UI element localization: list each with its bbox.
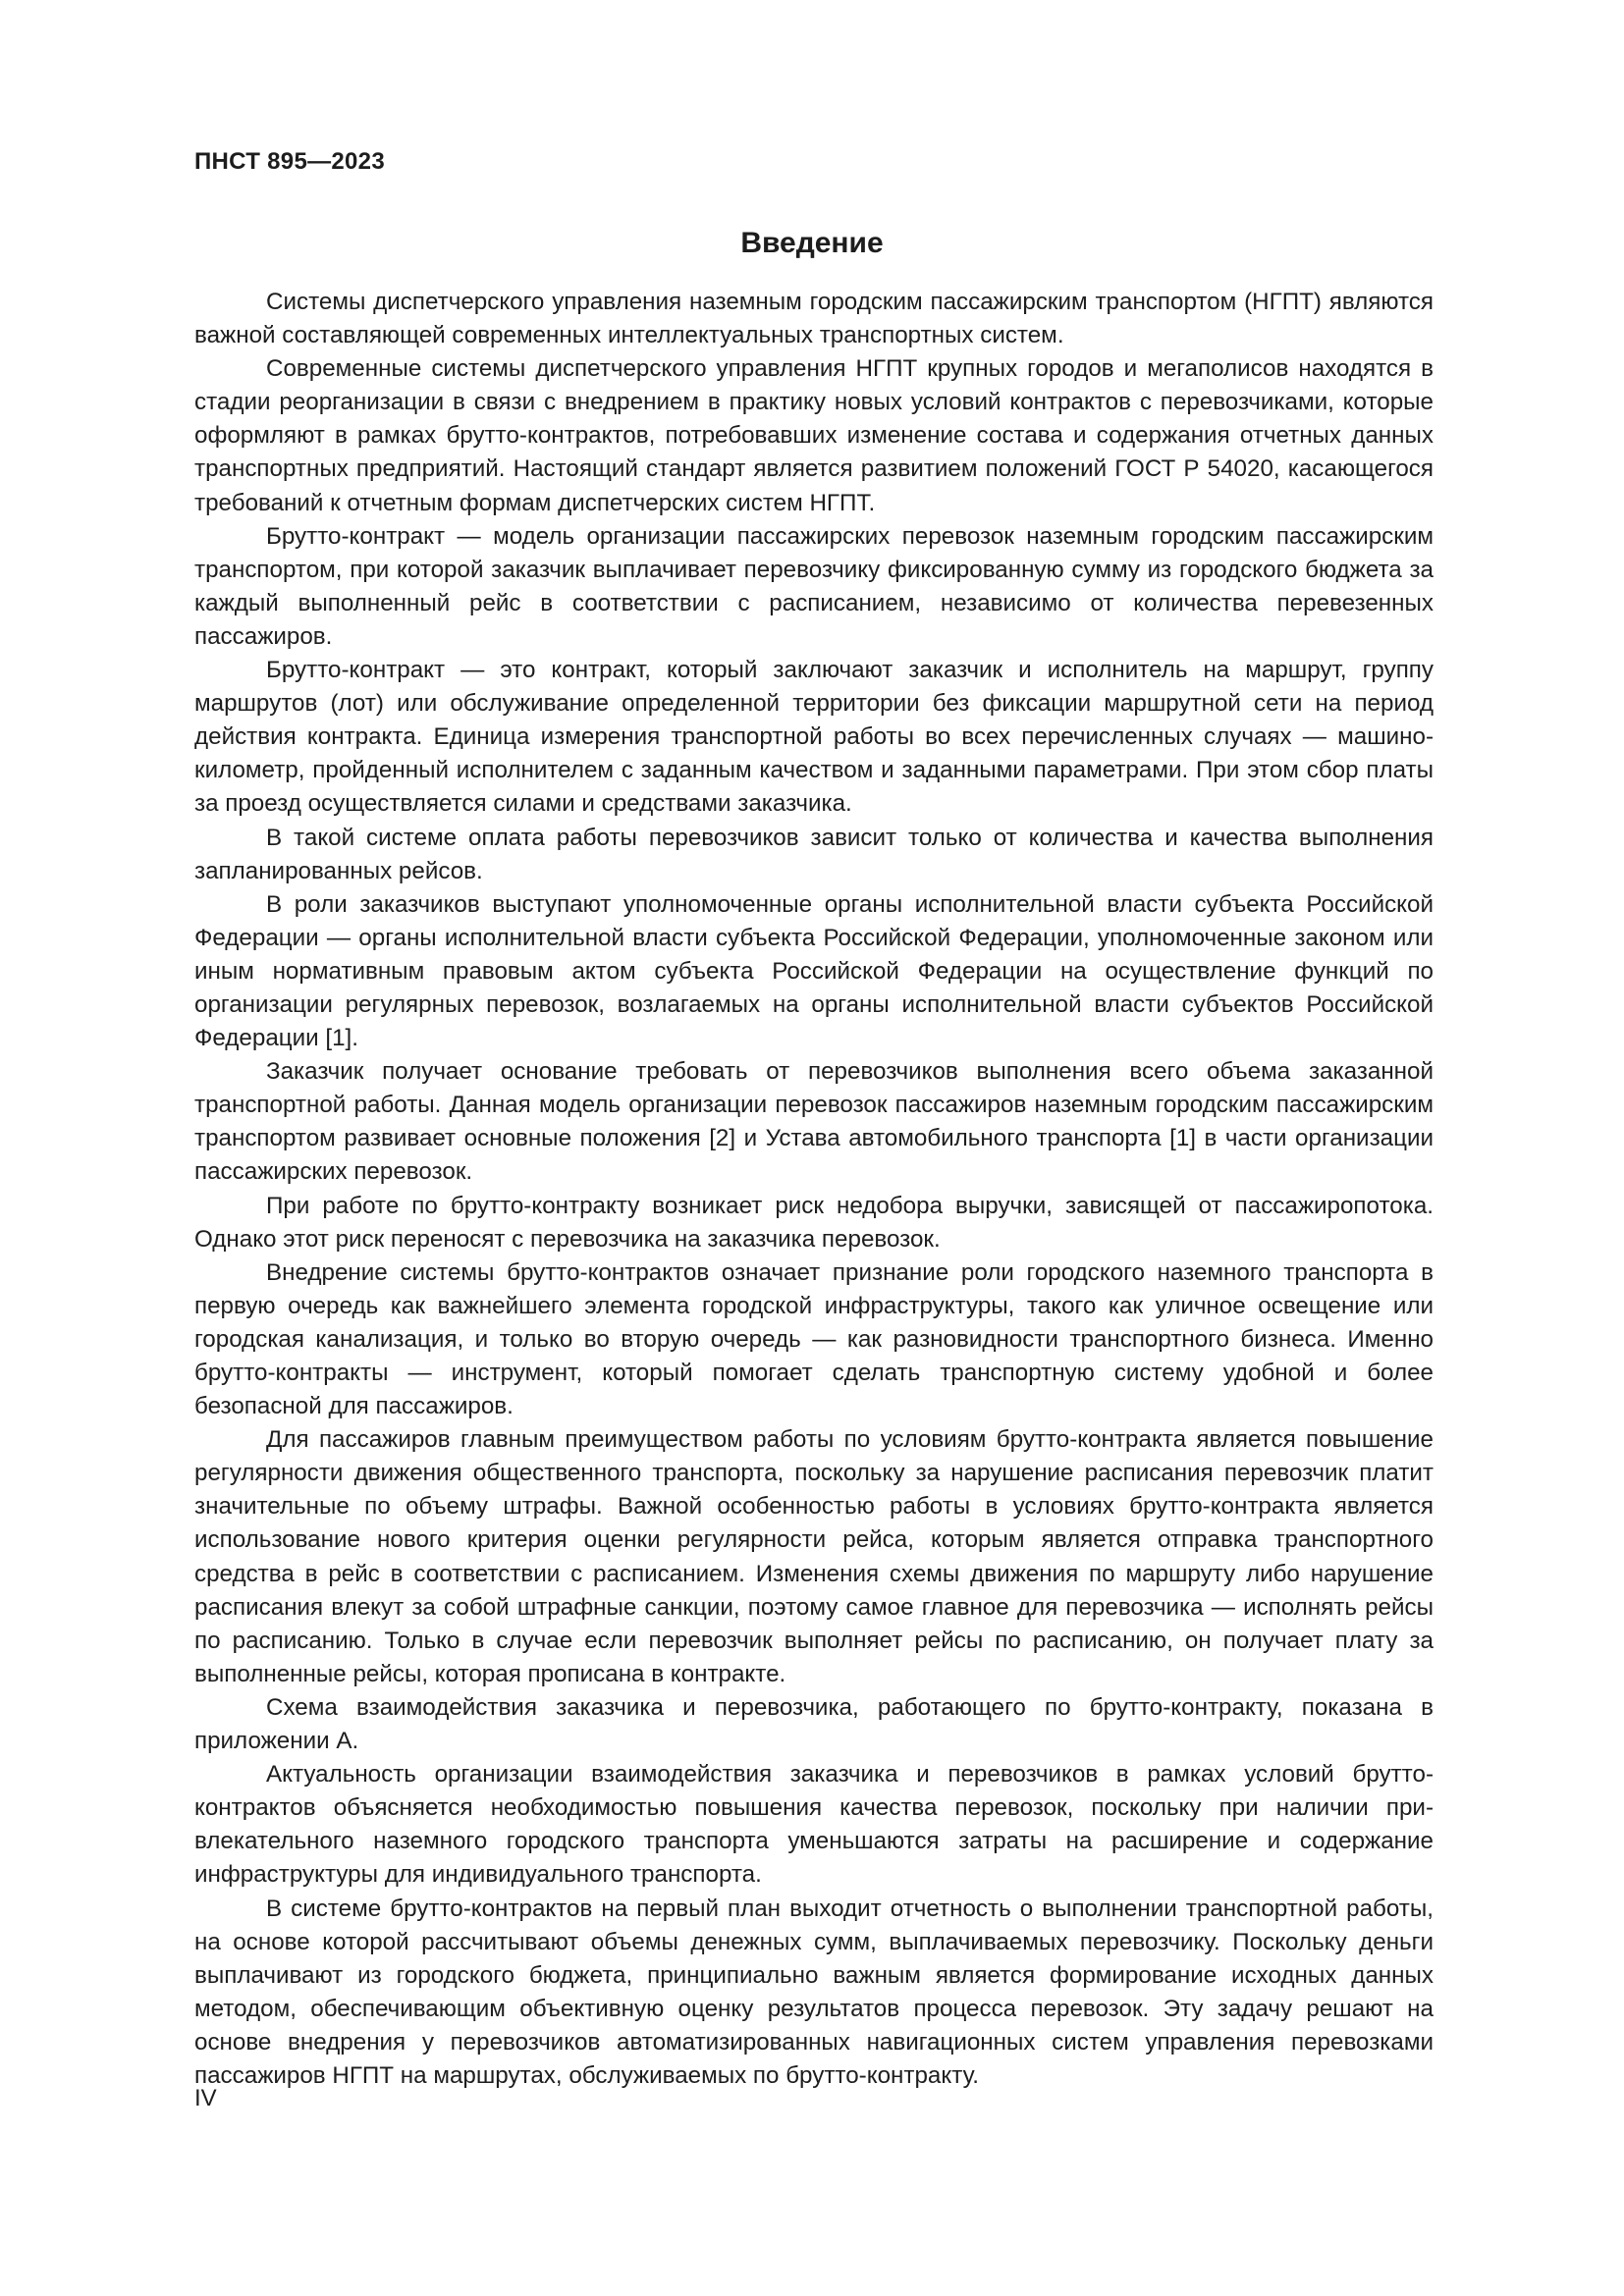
paragraph: Внедрение системы брутто-контрактов означает признание роли городского наземного транспорта в первую очередь как важнейшего элемента городской инфраструктуры, такого как уличное освещение или городская канализация, и только во вторую очередь — как разновидности транспортного бизнеса. Именно брутто-контракты — инструмент, который помогает сделать транспортную систему удобной и более безопасной для пассажиров. <box>194 1258 1434 1420</box>
document-code: ПНСТ 895—2023 <box>194 148 385 175</box>
paragraph: Заказчик получает основание требовать от перевозчиков выполнения всего объема заказанной транспортной работы. Данная модель организации перевозок пассажиров наземным городским пассажирским транспортом развивает основные положения [2] и Устава автомобильного транспорта [1] в части организации пассажирских перевозок. <box>194 1058 1434 1186</box>
section-title: Введение <box>740 227 884 259</box>
paragraph: Брутто-контракт — это контракт, который заключают заказчик и исполнитель на маршрут, группу маршрутов (лот) или обслуживание определенной территории без фиксации маршрутной сети на период действия контракта. Единица измерения транспортной работы во всех перечисленных случаях — машино-километр, пройденный исполнителем с заданным качеством и заданными параметрами. При этом сбор платы за проезд осуществляется силами и средствами заказчика. <box>194 657 1434 818</box>
paragraph: В системе брутто-контрактов на первый план выходит отчетность о выполнении транспортной работы, на основе которой рассчитывают объемы денежных сумм, выплачиваемых перевозчику. Поскольку деньги выплачивают из городского бюджета, принципиально важным является формирование исходных данных методом, обеспечивающим объективную оценку результатов процесса перевозок. Эту задачу решают на основе внедрения у перевозчиков автоматизированных навигационных систем управления перевозками пассажиров НГПТ на маршрутах, обслуживаемых по брутто-контракту. <box>194 1895 1434 2089</box>
paragraph: Современные системы диспетчерского управления НГПТ крупных городов и мегаполисов находятся в стадии реорганизации в связи с внедрением в практику новых условий контрактов с перевозчиками, которые оформляют в рамках брутто-контрактов, потребовавших изменение состава и содержания отчетных данных транспортных предприятий. Настоящий стандарт является развитием положений ГОСТ Р 54020, касающегося требований к отчетным формам диспетчерских систем НГПТ. <box>194 355 1434 516</box>
paragraph: В такой системе оплата работы перевозчиков зависит только от количества и качества выполнения запланированных рейсов. <box>194 824 1434 884</box>
paragraph: При работе по брутто-контракту возникает риск недобора выручки, зависящей от пассажиропотока. Однако этот риск переносят с перевозчика на заказчика перевозок. <box>194 1192 1434 1253</box>
page-number: IV <box>194 2085 217 2111</box>
paragraph: Актуальность организации взаимодействия заказчика и перевозчиков в рамках условий брутто-контрактов объясняется необходимостью повышения качества перевозок, поскольку при наличии привлекательного наземного городского транспорта уменьшаются затраты на расширение и содержание инфраструктуры для индивидуального транспорта. <box>194 1761 1434 1889</box>
paragraph: Брутто-контракт — модель организации пассажирских перевозок наземным городским пассажирским транспортом, при которой заказчик выплачивает перевозчику фиксированную сумму из городского бюджета за каждый выполненный рейс в соответствии с расписанием, независимо от количества перевезенных пассажиров. <box>194 522 1434 650</box>
paragraph: В роли заказчиков выступают уполномоченные органы исполнительной власти субъекта Российской Федерации — органы исполнительной власти субъекта Российской Федерации, уполномоченные законом или иным нормативным правовым актом субъекта Российской Федерации на осуществление функций по организации регулярных перевозок, возлагаемых на органы исполнительной власти субъектов Российской Федерации [1]. <box>194 890 1434 1052</box>
paragraph: Схема взаимодействия заказчика и перевозчика, работающего по брутто-контракту, показана в приложении А. <box>194 1693 1434 1755</box>
paragraph: Для пассажиров главным преимуществом работы по условиям брутто-контракта является повышение регулярности движения общественного транспорта, поскольку за нарушение расписания перевозчик платит значительные по объему штрафы. Важной особенностью работы в условиях брутто-контракта является использование нового критерия оценки регулярности рейса, которым является отправка транспортного средства в рейс в соответствии с расписанием. Изменения схемы движения по маршруту либо нарушение расписания влекут за собой штрафные санкции, поэтому самое главное для перевозчика — исполнять рейсы по расписанию. Только в случае если перевозчик выполняет рейсы по расписанию, он получает плату за выполненные рейсы, которая прописана в контракте. <box>194 1426 1434 1687</box>
paragraph: Системы диспетчерского управления наземным городским пассажирским транспортом (НГПТ) являются важной составляющей современных интеллектуальных транспортных систем. <box>194 289 1434 349</box>
introduction-body <box>194 286 1434 2093</box>
